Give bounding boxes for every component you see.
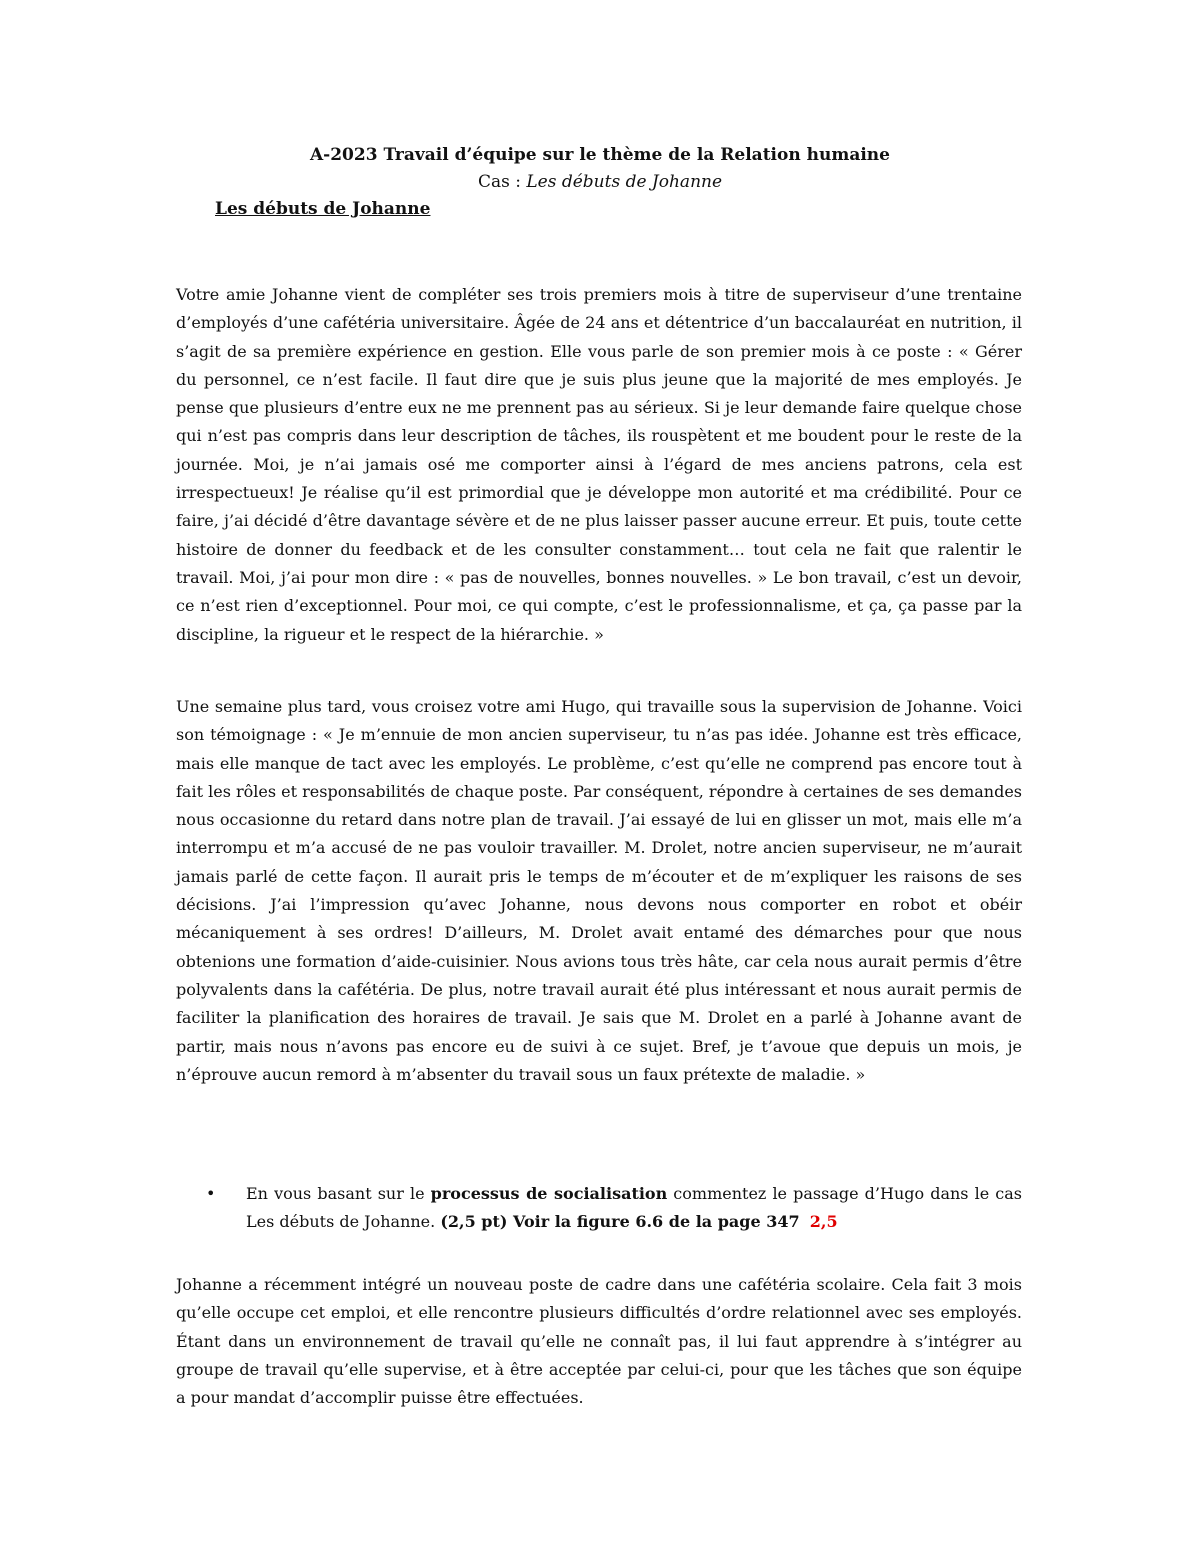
document-title: A-2023 Travail d’équipe sur le thème de la Relation humaine [309,145,890,165]
question-bullet [206,1180,1022,1237]
paragraph-hugo-testimony: Une semaine plus tard, vous croisez votre ami Hugo, qui travaille sous la supervision de Johanne. Voici son témoignage : « Je m’ennuie de mon ancien superviseur, tu n’as pas idée. Johanne est très efficace, mais elle manque de tact avec les employés. Le problème, c’est qu’elle ne comprend pas encore tout à fait les rôles et responsabilités de chaque poste. Par conséquent, répondre à certaines de ses demandes nous occasionne du retard dans notre plan de travail. J’ai essayé de lui en glisser un mot, mais elle m’a interrompu et m’a accusé de ne pas vouloir travailler. M. Drolet, notre ancien superviseur, ne m’aurait jamais parlé de cette façon. Il aurait pris le temps de m’écouter et de m’expliquer les raisons de ses décisions. J’ai l’impression qu’avec Johanne, nous devons nous comporter en robot et obéir mécaniquement à ses ordres! D’ailleurs, M. Drolet avait entamé des démarches pour que nous obtenions une formation d’aide-cuisinier. Nous avions tous très hâte, car cela nous aurait permis d’être polyvalents dans la cafétéria. De plus, notre travail aurait été plus intéressant et nous aurait permis de faciliter la planification des horaires de travail. Je sais que M. Drolet en a parlé à Johanne avant de partir, mais nous n’avons pas encore eu de suivi à ce sujet. Bref, je t’avoue que depuis un mois, je n’éprouve aucun remord à m’absenter du travail sous un faux prétexte de maladie. » [176,697,1022,1084]
question-keyword: processus de socialisation [430,1184,668,1203]
case-name: Les débuts de Johanne [526,172,723,192]
case-label: Cas : [477,172,527,192]
paragraph-answer: Johanne a récemment intégré un nouveau poste de cadre dans une cafétéria scolaire. Cela fait 3 mois qu’elle occupe cet emploi, et elle rencontre plusieurs difficultés d’ordre relationnel avec ses employés. Étant dans un environnement de travail qu’elle ne connaît pas, il lui faut apprendre à s’intégrer au groupe de travail qu’elle supervise, et à être acceptée par celui-ci, pour que les tâches que son équipe a pour mandat d’accomplir puisse être effectuées. [176,1275,1022,1408]
question-points-reference: (2,5 pt) Voir la figure 6.6 de la page 347 [440,1212,800,1232]
question-part-1: En vous basant sur le [246,1184,431,1203]
grade-score: 2,5 [809,1212,838,1232]
paragraph-johanne-testimony: Votre amie Johanne vient de compléter ses trois premiers mois à titre de superviseur d’une trentaine d’employés d’une cafétéria universitaire. Âgée de 24 ans et détentrice d’un baccalauréat en nutrition, il s’agit de sa première expérience en gestion. Elle vous parle de son premier mois à ce poste : « Gérer du personnel, ce n’est facile. Il faut dire que je suis plus jeune que la majorité de mes employés. Je pense que plusieurs d’entre eux ne me prennent pas au sérieux. Si je leur demande faire quelque chose qui n’est pas compris dans leur description de tâches, ils rouspètent et me boudent pour le reste de la journée. Moi, je n’ai jamais osé me comporter ainsi à l’égard de mes anciens patrons, cela est irrespectueux! Je réalise qu’il est primordial que je développe mon autorité et ma crédibilité. Pour ce faire, j’ai décidé d’être davantage sévère et de ne plus laisser passer aucune erreur. Et puis, toute cette histoire de donner du feedback et de les consulter constamment… tout cela ne fait que ralentir le travail. Moi, j’ai pour mon dire : « pas de nouvelles, bonnes nouvelles. » Le bon travail, c’est un devoir, ce n’est rien d’exceptionnel. Pour moi, ce qui compte, c’est le professionnalisme, et ça, ça passe par la discipline, la rigueur et le respect de la hiérarchie. » [176,285,1022,644]
bullet-icon: • [206,1184,216,1203]
case-subtitle [0,170,1200,194]
question-text [246,1180,1022,1237]
question-part-3: commentez le passage d’Hugo dans le cas Les débuts de Johanne. [246,1184,1023,1232]
question-spacer [800,1212,810,1231]
section-heading: Les débuts de Johanne [215,199,431,219]
